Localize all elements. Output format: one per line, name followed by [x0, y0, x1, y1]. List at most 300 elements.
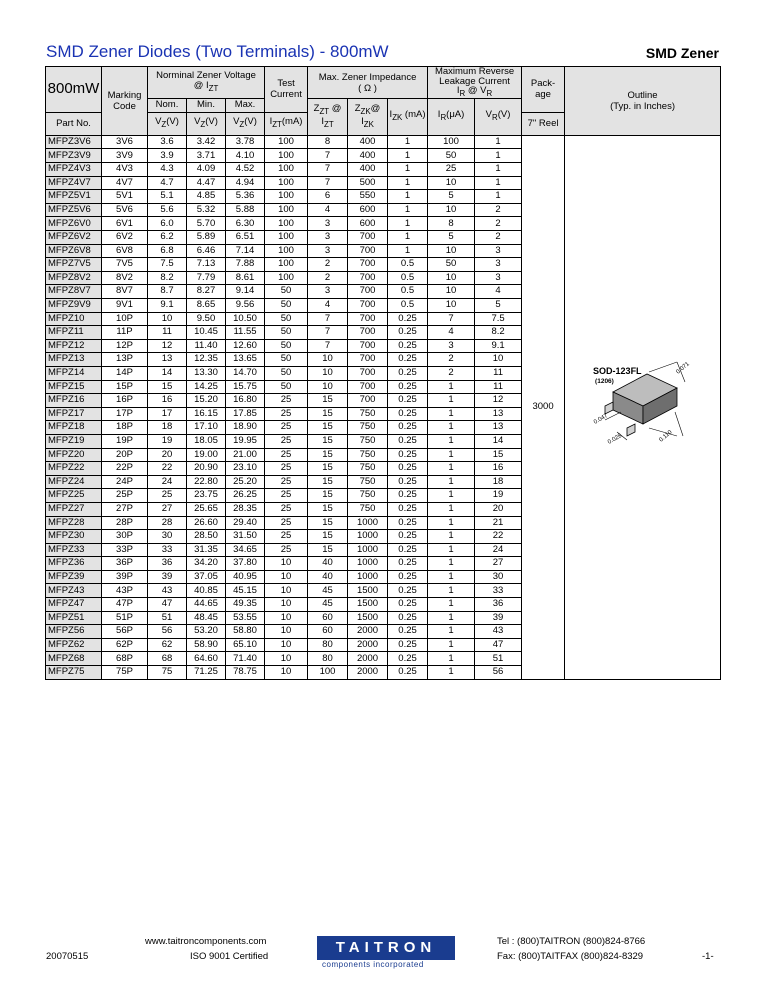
- vz-nom-cell: 9.1: [148, 299, 187, 313]
- vz-nom-cell: 20: [148, 448, 187, 462]
- izk-cell: 1: [388, 217, 428, 231]
- izk-cell: 1: [388, 190, 428, 204]
- izk-cell: 0.25: [388, 448, 428, 462]
- zzt-cell: 2: [308, 258, 348, 272]
- zzt-cell: 3: [308, 244, 348, 258]
- vr-cell: 33: [475, 584, 522, 598]
- izk-cell: 0.5: [388, 299, 428, 313]
- vz-max-cell: 8.61: [226, 271, 265, 285]
- marking-code-cell: 47P: [102, 598, 148, 612]
- marking-code-cell: 25P: [102, 489, 148, 503]
- izk-cell: 0.25: [388, 489, 428, 503]
- izt-cell: 10: [265, 611, 308, 625]
- marking-code-cell: 14P: [102, 366, 148, 380]
- zzt-cell: 6: [308, 190, 348, 204]
- izt-cell: 25: [265, 407, 308, 421]
- zzt-cell: 2: [308, 271, 348, 285]
- ir-cell: 25: [428, 163, 475, 177]
- part-number-cell: MFPZ36: [46, 557, 102, 571]
- part-number-cell: MFPZ19: [46, 434, 102, 448]
- marking-code-cell: 8V2: [102, 271, 148, 285]
- max-header: Max.: [226, 99, 265, 113]
- vz-min-cell: 17.10: [187, 421, 226, 435]
- vz-nom-cell: 14: [148, 366, 187, 380]
- ir-cell: 50: [428, 149, 475, 163]
- ir-cell: 1: [428, 394, 475, 408]
- vz-min-cell: 53.20: [187, 625, 226, 639]
- zzt-cell: 15: [308, 407, 348, 421]
- marking-code-cell: 5V1: [102, 190, 148, 204]
- vz-min-cell: 23.75: [187, 489, 226, 503]
- zzk-cell: 700: [348, 231, 388, 245]
- vz-max-cell: 37.80: [226, 557, 265, 571]
- part-number-cell: MFPZ3V6: [46, 135, 102, 149]
- izt-cell: 100: [265, 217, 308, 231]
- vz-nom-cell: 47: [148, 598, 187, 612]
- marking-code-cell: 6V2: [102, 231, 148, 245]
- ir-cell: 10: [428, 271, 475, 285]
- vr-cell: 43: [475, 625, 522, 639]
- zzt-cell: 8: [308, 135, 348, 149]
- marking-code-cell: 15P: [102, 380, 148, 394]
- vz-nom-cell: 30: [148, 530, 187, 544]
- vr-cell: 27: [475, 557, 522, 571]
- fax: Fax: (800)TAITFAX (800)824-8329: [497, 951, 644, 962]
- reel-header: 7" Reel: [522, 112, 565, 135]
- vz-min-cell: 12.35: [187, 353, 226, 367]
- vz-min-cell: 48.45: [187, 611, 226, 625]
- vz-nom-header: $V_Z(V)$: [148, 112, 187, 135]
- vz-nom-cell: 15: [148, 380, 187, 394]
- izk-cell: 0.25: [388, 516, 428, 530]
- zzt-cell: 15: [308, 489, 348, 503]
- vz-nom-cell: 19: [148, 434, 187, 448]
- vr-cell: 1: [475, 149, 522, 163]
- vz-min-cell: 18.05: [187, 434, 226, 448]
- marking-code-cell: 3V9: [102, 149, 148, 163]
- izk-cell: 0.25: [388, 543, 428, 557]
- part-number-cell: MFPZ24: [46, 475, 102, 489]
- vr-cell: 1: [475, 135, 522, 149]
- zzk-cell: 400: [348, 149, 388, 163]
- part-number-cell: MFPZ6V2: [46, 231, 102, 245]
- izk-cell: 0.25: [388, 407, 428, 421]
- vz-max-cell: 5.36: [226, 190, 265, 204]
- vz-nom-cell: 28: [148, 516, 187, 530]
- marking-code-cell: 43P: [102, 584, 148, 598]
- izt-cell: 10: [265, 557, 308, 571]
- part-number-cell: MFPZ17: [46, 407, 102, 421]
- part-number-cell: MFPZ47: [46, 598, 102, 612]
- test-current-header: Test Current: [265, 67, 308, 113]
- vz-max-cell: 7.14: [226, 244, 265, 258]
- ir-cell: 8: [428, 217, 475, 231]
- vz-min-cell: 8.27: [187, 285, 226, 299]
- zzk-cell: 2000: [348, 652, 388, 666]
- zzt-cell: 3: [308, 217, 348, 231]
- ir-cell: 1: [428, 625, 475, 639]
- marking-code-cell: 11P: [102, 326, 148, 340]
- vz-min-cell: 4.47: [187, 176, 226, 190]
- zzk-cell: 600: [348, 203, 388, 217]
- vz-min-cell: 4.85: [187, 190, 226, 204]
- ir-cell: 10: [428, 176, 475, 190]
- vz-max-cell: 10.50: [226, 312, 265, 326]
- part-number-cell: MFPZ15: [46, 380, 102, 394]
- zzt-header: $Z_{ZT}$ @ $I_{ZT}$: [308, 99, 348, 136]
- izt-header: $I_{ZT}(mA)$: [265, 112, 308, 135]
- vz-nom-cell: 62: [148, 638, 187, 652]
- izk-cell: 0.25: [388, 366, 428, 380]
- part-number-cell: MFPZ12: [46, 339, 102, 353]
- zzk-cell: 750: [348, 448, 388, 462]
- vr-cell: 22: [475, 530, 522, 544]
- vr-cell: 30: [475, 570, 522, 584]
- izt-cell: 10: [265, 598, 308, 612]
- izk-cell: 0.5: [388, 271, 428, 285]
- nominal-voltage-header: Norminal Zener Voltage @ $I_{ZT}$: [148, 67, 265, 99]
- zzt-cell: 15: [308, 448, 348, 462]
- ir-cell: 5: [428, 231, 475, 245]
- part-number-cell: MFPZ68: [46, 652, 102, 666]
- zzt-cell: 10: [308, 366, 348, 380]
- part-number-cell: MFPZ62: [46, 638, 102, 652]
- part-number-cell: MFPZ8V7: [46, 285, 102, 299]
- zzt-cell: 7: [308, 326, 348, 340]
- spec-body: [46, 135, 721, 679]
- vz-min-cell: 26.60: [187, 516, 226, 530]
- vz-nom-cell: 17: [148, 407, 187, 421]
- zzt-cell: 15: [308, 543, 348, 557]
- vr-cell: 36: [475, 598, 522, 612]
- vz-max-cell: 12.60: [226, 339, 265, 353]
- vz-max-cell: 13.65: [226, 353, 265, 367]
- zzk-header: $Z_{ZK}@$ $I_{ZK}$: [348, 99, 388, 136]
- part-number-cell: MFPZ16: [46, 394, 102, 408]
- doc-date: 20070515: [46, 951, 89, 962]
- ir-cell: 1: [428, 530, 475, 544]
- zzt-cell: 60: [308, 625, 348, 639]
- zzt-cell: 7: [308, 149, 348, 163]
- marking-code-cell: 62P: [102, 638, 148, 652]
- zzt-cell: 60: [308, 611, 348, 625]
- vz-max-cell: 6.30: [226, 217, 265, 231]
- vr-cell: 13: [475, 421, 522, 435]
- izt-cell: 25: [265, 475, 308, 489]
- vz-nom-cell: 3.6: [148, 135, 187, 149]
- zzk-cell: 1000: [348, 516, 388, 530]
- zzk-cell: 700: [348, 299, 388, 313]
- ir-cell: 1: [428, 584, 475, 598]
- marking-code-cell: 19P: [102, 434, 148, 448]
- izt-cell: 100: [265, 244, 308, 258]
- zzt-cell: 15: [308, 530, 348, 544]
- part-number-cell: MFPZ39: [46, 570, 102, 584]
- marking-code-cell: 5V6: [102, 203, 148, 217]
- vz-max-cell: 3.78: [226, 135, 265, 149]
- vz-nom-cell: 18: [148, 421, 187, 435]
- vz-nom-cell: 4.7: [148, 176, 187, 190]
- vr-cell: 18: [475, 475, 522, 489]
- izk-cell: 0.25: [388, 353, 428, 367]
- vz-nom-cell: 36: [148, 557, 187, 571]
- ir-cell: 2: [428, 366, 475, 380]
- izk-cell: 0.25: [388, 380, 428, 394]
- vz-max-cell: 45.15: [226, 584, 265, 598]
- vz-max-cell: 4.94: [226, 176, 265, 190]
- vz-max-cell: 6.51: [226, 231, 265, 245]
- vz-nom-cell: 75: [148, 666, 187, 680]
- section-brand: SMD Zener: [645, 45, 719, 61]
- vz-min-cell: 37.05: [187, 570, 226, 584]
- vz-max-cell: 9.14: [226, 285, 265, 299]
- marking-code-cell: 51P: [102, 611, 148, 625]
- vz-max-cell: 16.80: [226, 394, 265, 408]
- vr-cell: 51: [475, 652, 522, 666]
- vr-cell: 1: [475, 163, 522, 177]
- zzk-cell: 2000: [348, 625, 388, 639]
- marking-code-cell: 10P: [102, 312, 148, 326]
- ir-cell: 1: [428, 516, 475, 530]
- part-number-cell: MFPZ28: [46, 516, 102, 530]
- ir-cell: 1: [428, 611, 475, 625]
- zzk-cell: 2000: [348, 638, 388, 652]
- part-number-cell: MFPZ51: [46, 611, 102, 625]
- vz-nom-cell: 51: [148, 611, 187, 625]
- izk-cell: 0.25: [388, 462, 428, 476]
- vz-max-cell: 34.65: [226, 543, 265, 557]
- zzk-cell: 1000: [348, 557, 388, 571]
- izk-cell: 0.25: [388, 598, 428, 612]
- marking-code-cell: 3V6: [102, 135, 148, 149]
- izt-cell: 50: [265, 312, 308, 326]
- marking-code-cell: 7V5: [102, 258, 148, 272]
- vz-nom-cell: 43: [148, 584, 187, 598]
- vr-cell: 56: [475, 666, 522, 680]
- izk-cell: 0.25: [388, 339, 428, 353]
- zzt-cell: 15: [308, 462, 348, 476]
- vz-min-cell: 34.20: [187, 557, 226, 571]
- part-number-cell: MFPZ5V6: [46, 203, 102, 217]
- vz-min-cell: 10.45: [187, 326, 226, 340]
- vz-max-header: $V_Z(V)$: [226, 112, 265, 135]
- website-link[interactable]: www.taitroncomponents.com: [145, 936, 267, 947]
- ir-cell: 10: [428, 203, 475, 217]
- vz-min-cell: 8.65: [187, 299, 226, 313]
- ir-cell: 1: [428, 502, 475, 516]
- zzk-cell: 750: [348, 421, 388, 435]
- vz-min-cell: 7.13: [187, 258, 226, 272]
- izt-cell: 100: [265, 203, 308, 217]
- zzk-cell: 400: [348, 135, 388, 149]
- vz-max-cell: 14.70: [226, 366, 265, 380]
- vz-min-cell: 14.25: [187, 380, 226, 394]
- ir-cell: 1: [428, 475, 475, 489]
- vz-max-cell: 53.55: [226, 611, 265, 625]
- vz-nom-cell: 6.2: [148, 231, 187, 245]
- izt-cell: 100: [265, 271, 308, 285]
- part-number-cell: MFPZ75: [46, 666, 102, 680]
- vz-nom-cell: 4.3: [148, 163, 187, 177]
- vr-cell: 12: [475, 394, 522, 408]
- zzt-cell: 15: [308, 421, 348, 435]
- zzk-cell: 700: [348, 366, 388, 380]
- vr-cell: 4: [475, 285, 522, 299]
- zzk-cell: 700: [348, 353, 388, 367]
- vz-min-cell: 40.85: [187, 584, 226, 598]
- vz-nom-cell: 22: [148, 462, 187, 476]
- izt-cell: 25: [265, 502, 308, 516]
- vz-max-cell: 15.75: [226, 380, 265, 394]
- izk-cell: 0.25: [388, 652, 428, 666]
- vz-min-cell: 9.50: [187, 312, 226, 326]
- zzt-cell: 40: [308, 557, 348, 571]
- marking-code-cell: 20P: [102, 448, 148, 462]
- izt-cell: 10: [265, 652, 308, 666]
- part-number-cell: MFPZ4V7: [46, 176, 102, 190]
- vz-min-cell: 19.00: [187, 448, 226, 462]
- marking-code-cell: 68P: [102, 652, 148, 666]
- vr-cell: 24: [475, 543, 522, 557]
- outline-header: Outline (Typ. in Inches): [565, 67, 721, 136]
- part-number-cell: MFPZ4V3: [46, 163, 102, 177]
- izk-header: $I_{ZK}$ (mA): [388, 99, 428, 136]
- zzt-cell: 3: [308, 285, 348, 299]
- zzk-cell: 1000: [348, 543, 388, 557]
- izt-cell: 50: [265, 380, 308, 394]
- ir-cell: 1: [428, 421, 475, 435]
- vz-max-cell: 23.10: [226, 462, 265, 476]
- izt-cell: 10: [265, 666, 308, 680]
- power-rating: 800mW: [46, 67, 102, 113]
- marking-code-cell: 33P: [102, 543, 148, 557]
- vz-nom-cell: 13: [148, 353, 187, 367]
- vz-nom-cell: 16: [148, 394, 187, 408]
- part-number-cell: MFPZ7V5: [46, 258, 102, 272]
- vz-nom-cell: 8.2: [148, 271, 187, 285]
- zzt-cell: 15: [308, 516, 348, 530]
- zzt-cell: 15: [308, 394, 348, 408]
- ir-cell: 1: [428, 448, 475, 462]
- dimension-b: 0.047: [593, 412, 610, 426]
- vr-cell: 20: [475, 502, 522, 516]
- izk-cell: 0.25: [388, 557, 428, 571]
- izk-cell: 1: [388, 163, 428, 177]
- ir-cell: 10: [428, 299, 475, 313]
- zzk-cell: 400: [348, 163, 388, 177]
- zzk-cell: 600: [348, 217, 388, 231]
- ir-cell: 1: [428, 666, 475, 680]
- vz-min-cell: 5.89: [187, 231, 226, 245]
- zzk-cell: 2000: [348, 666, 388, 680]
- vz-min-cell: 7.79: [187, 271, 226, 285]
- zzt-cell: 100: [308, 666, 348, 680]
- zzt-cell: 80: [308, 652, 348, 666]
- izk-cell: 0.25: [388, 475, 428, 489]
- izt-cell: 10: [265, 625, 308, 639]
- zzt-cell: 3: [308, 231, 348, 245]
- vz-max-cell: 26.25: [226, 489, 265, 503]
- part-number-cell: MFPZ14: [46, 366, 102, 380]
- vz-min-cell: 31.35: [187, 543, 226, 557]
- vz-max-cell: 58.80: [226, 625, 265, 639]
- izk-cell: 0.5: [388, 258, 428, 272]
- vz-min-cell: 58.90: [187, 638, 226, 652]
- vz-nom-cell: 56: [148, 625, 187, 639]
- page-title: SMD Zener Diodes (Two Terminals) - 800mW: [46, 42, 389, 61]
- vz-max-cell: 31.50: [226, 530, 265, 544]
- part-number-cell: MFPZ56: [46, 625, 102, 639]
- zzk-cell: 700: [348, 258, 388, 272]
- izt-cell: 100: [265, 149, 308, 163]
- nom-header: Nom.: [148, 99, 187, 113]
- zzk-cell: 550: [348, 190, 388, 204]
- marking-code-cell: 75P: [102, 666, 148, 680]
- vz-min-cell: 44.65: [187, 598, 226, 612]
- izk-cell: 0.25: [388, 570, 428, 584]
- izk-cell: 0.5: [388, 285, 428, 299]
- vz-max-cell: 5.88: [226, 203, 265, 217]
- zzt-cell: 10: [308, 380, 348, 394]
- marking-code-cell: 9V1: [102, 299, 148, 313]
- sod123fl-outline-drawing: [565, 136, 719, 456]
- izk-cell: 1: [388, 149, 428, 163]
- ir-cell: 1: [428, 652, 475, 666]
- izt-cell: 25: [265, 448, 308, 462]
- ir-cell: 3: [428, 339, 475, 353]
- izt-cell: 50: [265, 299, 308, 313]
- vz-nom-cell: 6.0: [148, 217, 187, 231]
- vz-min-cell: 3.42: [187, 135, 226, 149]
- zzk-cell: 500: [348, 176, 388, 190]
- ir-cell: 10: [428, 244, 475, 258]
- izk-cell: 0.25: [388, 312, 428, 326]
- zzk-cell: 1000: [348, 530, 388, 544]
- zzk-cell: 750: [348, 434, 388, 448]
- package-header: Pack- age: [522, 67, 565, 113]
- marking-code-cell: 13P: [102, 353, 148, 367]
- marking-code-cell: 28P: [102, 516, 148, 530]
- vz-nom-cell: 6.8: [148, 244, 187, 258]
- vr-cell: 8.2: [475, 326, 522, 340]
- vz-nom-cell: 68: [148, 652, 187, 666]
- part-number-cell: MFPZ20: [46, 448, 102, 462]
- izt-cell: 100: [265, 176, 308, 190]
- izk-cell: 0.25: [388, 394, 428, 408]
- zzk-cell: 700: [348, 380, 388, 394]
- zzk-cell: 1000: [348, 570, 388, 584]
- zzt-cell: 45: [308, 598, 348, 612]
- ir-cell: 2: [428, 353, 475, 367]
- table-row: [46, 135, 721, 149]
- izk-cell: 0.25: [388, 611, 428, 625]
- izk-cell: 0.25: [388, 625, 428, 639]
- izk-cell: 0.25: [388, 502, 428, 516]
- zzk-cell: 1500: [348, 598, 388, 612]
- vr-cell: 1: [475, 176, 522, 190]
- izk-cell: 0.25: [388, 638, 428, 652]
- izt-cell: 10: [265, 638, 308, 652]
- dimension-c: 0.028: [607, 432, 624, 446]
- zzk-cell: 750: [348, 462, 388, 476]
- zzt-cell: 4: [308, 299, 348, 313]
- vr-cell: 16: [475, 462, 522, 476]
- vz-min-cell: 13.30: [187, 366, 226, 380]
- ir-cell: 1: [428, 570, 475, 584]
- izt-cell: 100: [265, 258, 308, 272]
- vz-min-cell: 6.46: [187, 244, 226, 258]
- part-number-cell: MFPZ5V1: [46, 190, 102, 204]
